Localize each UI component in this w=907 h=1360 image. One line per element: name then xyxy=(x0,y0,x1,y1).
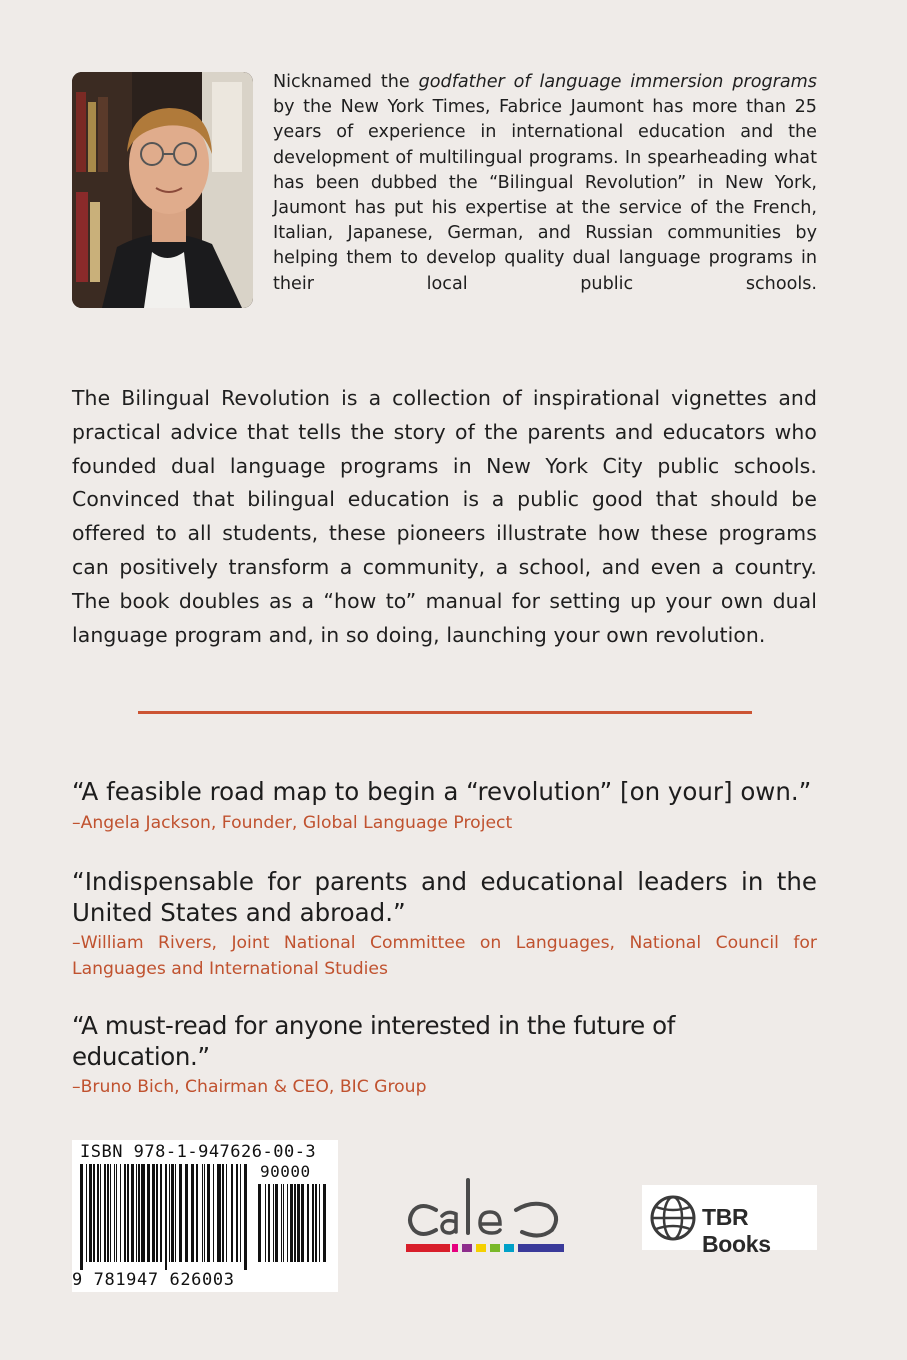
quote-author: –Angela Jackson, Founder, Global Language Project xyxy=(72,812,513,833)
quote-author: –William Rivers, Joint National Committee on Languages, National Council for Languages and International Studies xyxy=(72,933,817,979)
quote-block xyxy=(72,867,817,982)
ean-number: 9 781947 626003 xyxy=(72,1270,235,1290)
author-photo xyxy=(72,72,253,308)
isbn-barcode xyxy=(72,1140,338,1292)
section-divider xyxy=(138,711,752,714)
quote-block xyxy=(72,777,817,836)
quote-block xyxy=(72,1011,817,1100)
author-bio xyxy=(273,70,817,297)
globe-icon xyxy=(648,1193,698,1243)
addon-bars-graphic xyxy=(258,1184,332,1270)
quote-author: –Bruno Bich, Chairman & CEO, BIC Group xyxy=(72,1077,427,1097)
caleo-logo xyxy=(402,1176,566,1258)
author-portrait-image xyxy=(72,72,253,308)
isbn-label: ISBN 978-1-947626-00-3 xyxy=(80,1142,317,1162)
quote-text: “Indispensable for parents and educational leaders in the United States and abroad.” xyxy=(72,867,817,927)
bio-italic-phrase: godfather of language immersion programs xyxy=(418,72,817,92)
bio-lead: Nicknamed the xyxy=(273,72,410,92)
ean-bars-graphic xyxy=(80,1164,250,1270)
bio-text: by the New York Times, Fabrice Jaumont has more than 25 years of experience in international education and the development of multilingual programs. In spearheading what has been dubbed the “Bilingual Revolution” in New York, Jaumont has put his expertise at the service of the French, Italian, Japanese, German, and Russian communities by helping them to develop quality dual language programs in their local public schools. xyxy=(273,97,817,294)
price-code: 90000 xyxy=(260,1162,311,1181)
quote-text: “A feasible road map to begin a “revolution” [on your] own.” xyxy=(72,777,812,806)
tbr-books-wordmark: TBR Books xyxy=(702,1204,771,1257)
tbr-books-logo xyxy=(642,1185,817,1257)
book-description: The Bilingual Revolution is a collection of inspirational vignettes and practical advice that tells the story of the parents and educators who founded dual language programs in New York City public schools. Convinced that bilingual education is a public good that should be offered to all students, these pioneers illustrate how these programs can positively transform a community, a school, and even a country. The book doubles as a “how to” manual for setting up your own dual language program and, in so doing, launching your own revolution. xyxy=(72,386,817,647)
quote-text: “A must-read for anyone interested in the future of education.” xyxy=(72,1011,675,1071)
